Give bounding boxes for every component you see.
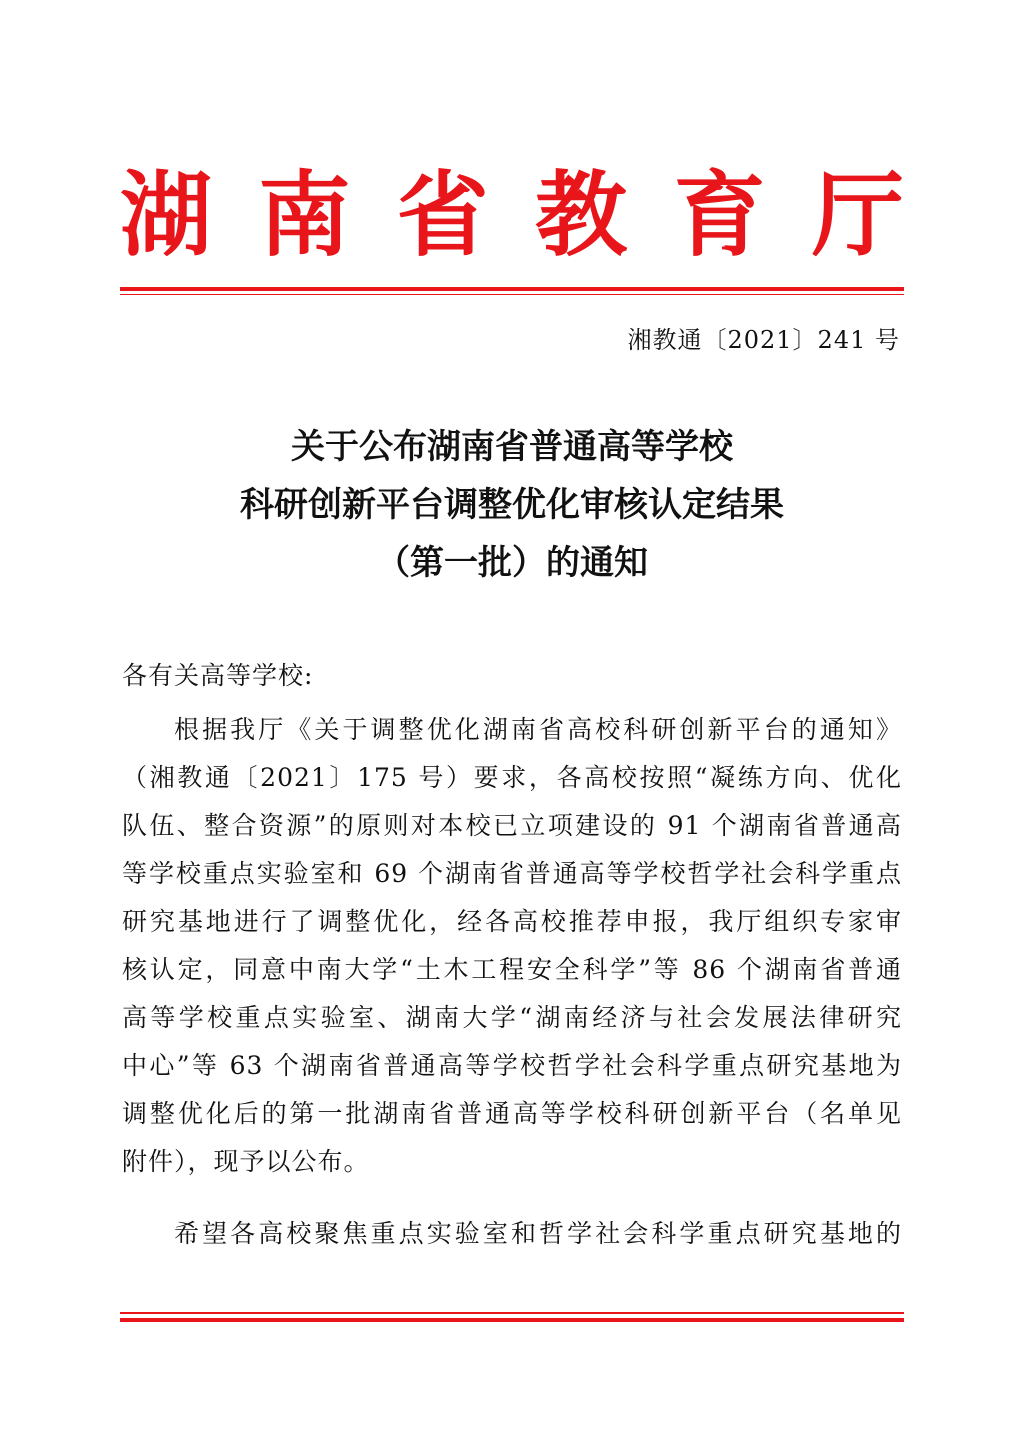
agency-masthead — [120, 160, 904, 270]
body-line: 根据我厅《关于调整优化湖南省高校科研创新平台的通知》 — [174, 715, 902, 744]
body-line: （湘教通〔2021〕175 号）要求，各高校按照“凝练方向、优化 — [122, 763, 902, 792]
notice-body — [122, 706, 902, 1258]
body-line: 高等学校重点实验室、湖南大学“湖南经济与社会发展法律研究 — [122, 1003, 902, 1032]
body-line: 希望各高校聚焦重点实验室和哲学社会科学重点研究基地的 — [174, 1219, 902, 1248]
title-line: 科研创新平台调整优化审核认定结果 — [240, 485, 784, 525]
masthead-char: 厅 — [811, 161, 904, 269]
body-line: 队伍、整合资源”的原则对本校已立项建设的 91 个湖南省普通高 — [122, 811, 902, 840]
header-red-rule — [120, 287, 904, 291]
title-line: 关于公布湖南省普通高等学校 — [291, 427, 733, 467]
masthead-char: 育 — [673, 161, 766, 269]
header-red-rule-thin — [120, 294, 904, 295]
document-number: 湘教通〔2021〕241 号 — [627, 326, 900, 354]
body-line: 附件），现予以公布。 — [122, 1147, 370, 1176]
footer-red-rule — [120, 1318, 904, 1322]
masthead-char: 湖 — [120, 161, 213, 269]
masthead-char: 教 — [535, 161, 628, 269]
body-line: 研究基地进行了调整优化，经各高校推荐申报，我厅组织专家审 — [122, 907, 902, 936]
masthead-char: 南 — [258, 161, 351, 269]
notice-title — [120, 418, 904, 592]
masthead-char: 省 — [396, 161, 489, 269]
footer-red-rule-top — [120, 1312, 904, 1314]
body-line: 中心”等 63 个湖南省普通高等学校哲学社会科学重点研究基地为 — [122, 1051, 902, 1080]
body-line: 等学校重点实验室和 69 个湖南省普通高等学校哲学社会科学重点 — [122, 859, 902, 888]
body-line: 调整优化后的第一批湖南省普通高等学校科研创新平台（名单见 — [122, 1099, 902, 1128]
salutation: 各有关高等学校: — [122, 661, 314, 690]
body-line: 核认定，同意中南大学“土木工程安全科学”等 86 个湖南省普通 — [122, 955, 902, 984]
title-line: （第一批）的通知 — [376, 543, 648, 583]
